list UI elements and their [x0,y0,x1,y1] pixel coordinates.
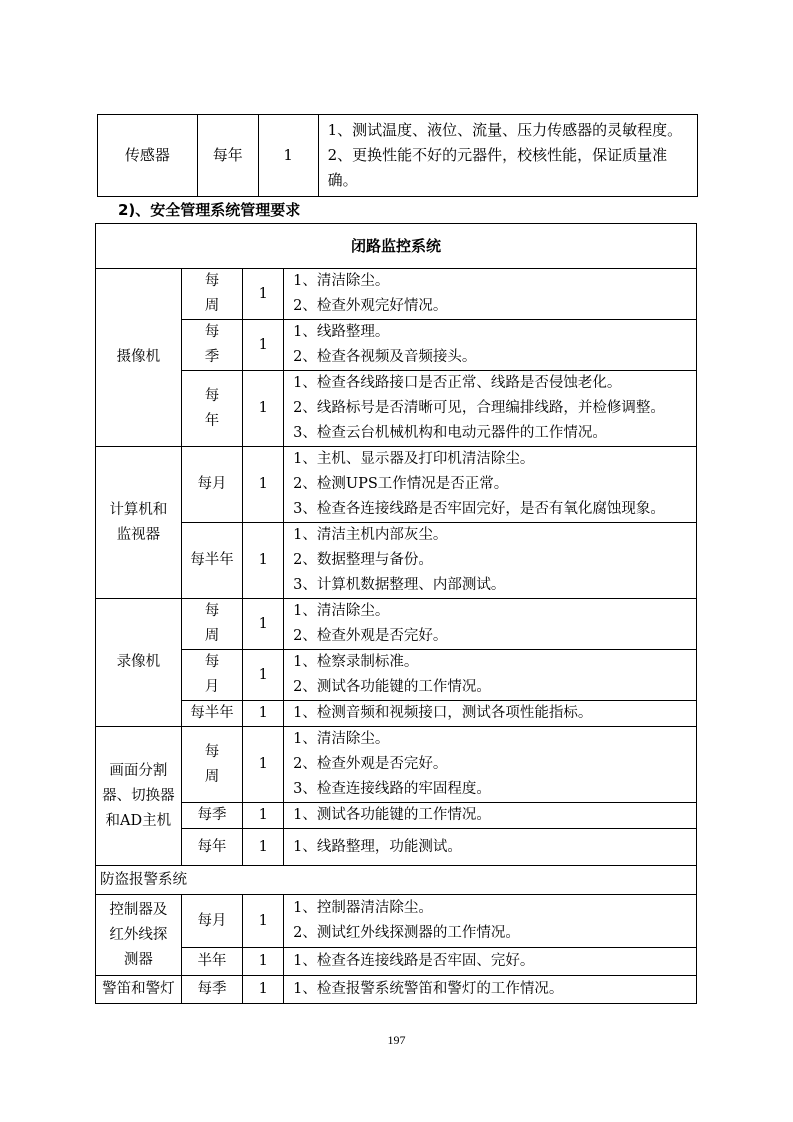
item-line: 控制器及 [109,901,168,918]
task-line: 2、检查外观是否完好。 [293,628,448,644]
frequency-cell [181,650,243,701]
tasks-cell [284,727,697,803]
task-line: 1、线路整理。 [293,324,390,340]
task-line: 3、检查连接线路的牢固程度。 [293,781,491,797]
tasks-cell [284,599,697,650]
tasks-cell [284,976,697,1004]
item-cell [96,727,182,866]
quantity-cell: 1 [243,320,284,371]
tasks-cell [284,829,697,866]
tasks-cell [284,269,697,320]
frequency-cell [181,269,243,320]
task-line: 2、线路标号是否清晰可见，合理编排线路，并检修调整。 [293,400,665,416]
frequency-cell [181,599,243,650]
frequency-char: 年 [204,412,220,429]
frequency-cell: 半年 [181,948,243,976]
table-row [96,701,697,727]
frequency-cell: 每月 [181,895,243,948]
task-line: 1、检察录制标准。 [293,654,419,670]
item-line: 测器 [123,951,153,968]
section-label: 防盗报警系统 [96,866,697,895]
frequency-char: 每 [204,603,220,619]
quantity-cell: 1 [243,599,284,650]
table-row [96,650,697,701]
table-row [96,895,697,948]
task-line: 1、清洁除尘。 [293,603,390,619]
table-row [96,599,697,650]
tasks-cell [284,523,697,599]
task-line: 1、检查各连接线路是否牢固、完好。 [293,953,535,969]
section-row [96,866,697,895]
frequency-cell [181,320,243,371]
task-line: 1、清洁主机内部灰尘。 [293,527,448,543]
frequency-cell: 每年 [197,115,258,197]
frequency-char: 季 [204,349,220,365]
item-cell: 摄像机 [96,269,182,447]
quantity-cell: 1 [243,701,284,727]
quantity-cell: 1 [243,523,284,599]
frequency-cell: 每半年 [181,523,243,599]
frequency-char: 月 [204,679,220,695]
tasks-cell [284,650,697,701]
security-maintenance-table [95,223,697,1004]
task-line: 3、计算机数据整理、内部测试。 [293,577,506,593]
table-row [98,115,698,197]
table-row [96,829,697,866]
tasks-cell [284,371,697,447]
frequency-cell: 每半年 [181,701,243,727]
quantity-cell: 1 [243,650,284,701]
quantity-cell: 1 [258,115,318,197]
task-line: 2、检查各视频及音频接头。 [293,349,477,365]
frequency-cell: 每季 [181,803,243,829]
item-cell [96,895,182,976]
task-line: 1、检测音频和视频接口，测试各项性能指标。 [293,705,593,721]
tasks-cell [284,895,697,948]
item-line: 和AD主机 [105,812,172,829]
task-line: 1、测试各功能键的工作情况。 [293,807,491,823]
table-row [96,269,697,320]
frequency-cell: 每季 [181,976,243,1004]
task-line: 2、检测UPS工作情况是否正常。 [293,476,509,492]
frequency-char: 每 [204,743,220,760]
quantity-cell: 1 [243,829,284,866]
item-line: 红外线探 [109,926,168,943]
frequency-char: 每 [204,324,220,340]
tasks-cell [284,701,697,727]
frequency-cell: 每月 [181,447,243,523]
task-line: 2、检查外观是否完好。 [293,756,448,772]
table-row [96,523,697,599]
frequency-char: 每 [204,387,220,404]
quantity-cell: 1 [243,895,284,948]
task-line: 1、线路整理，功能测试。 [293,838,462,855]
tasks-cell [284,803,697,829]
table-row [96,803,697,829]
task-line: 1、主机、显示器及打印机清洁除尘。 [293,451,535,467]
item-line: 监视器 [116,526,161,543]
table-row [96,976,697,1004]
item-cell: 传感器 [98,115,198,197]
task-line: 1、测试温度、液位、流量、压力传感器的灵敏程度。 [327,121,683,139]
item-cell: 录像机 [96,599,182,727]
section-heading: 2)、安全管理系统管理要求 [118,201,301,219]
quantity-cell: 1 [243,447,284,523]
table-row [96,447,697,523]
tasks-cell [318,115,697,197]
tasks-cell [284,948,697,976]
task-line: 2、更换性能不好的元器件，校核性能，保证质量准确。 [327,146,668,189]
frequency-char: 周 [204,628,220,644]
table-title: 闭路监控系统 [96,224,697,269]
page-number: 197 [387,1033,406,1047]
frequency-cell [181,371,243,447]
quantity-cell: 1 [243,803,284,829]
task-line: 3、检查云台机械机构和电动元器件的工作情况。 [293,425,607,441]
table-row [96,371,697,447]
task-line: 1、清洁除尘。 [293,273,390,289]
item-line: 计算机和 [109,501,168,518]
quantity-cell: 1 [243,269,284,320]
table-row [96,727,697,803]
tasks-cell [284,320,697,371]
task-line: 1、检查报警系统警笛和警灯的工作情况。 [293,981,564,997]
frequency-cell [181,727,243,803]
task-line: 1、清洁除尘。 [293,731,390,747]
quantity-cell: 1 [243,948,284,976]
frequency-char: 周 [204,298,220,314]
task-line: 3、检查各连接线路是否牢固完好，是否有氧化腐蚀现象。 [293,501,665,517]
task-line: 2、检查外观完好情况。 [293,298,448,314]
table-title-row [96,224,697,269]
frequency-char: 每 [204,273,220,289]
item-line: 画面分割 [109,762,168,779]
sensor-maintenance-table [97,114,698,197]
item-cell [96,447,182,599]
quantity-cell: 1 [243,976,284,1004]
table-row [96,320,697,371]
frequency-cell: 每年 [181,829,243,866]
task-line: 1、检查各线路接口是否正常、线路是否侵蚀老化。 [293,375,622,391]
task-line: 2、测试红外线探测器的工作情况。 [293,925,520,941]
task-line: 2、测试各功能键的工作情况。 [293,679,491,695]
table-row [96,948,697,976]
task-line: 1、控制器清洁除尘。 [293,900,433,916]
task-line: 2、数据整理与备份。 [293,552,433,568]
quantity-cell: 1 [243,371,284,447]
tasks-cell [284,447,697,523]
quantity-cell: 1 [243,727,284,803]
item-cell: 警笛和警灯 [96,976,182,1004]
frequency-char: 周 [204,768,220,785]
item-line: 器、切换器 [102,787,175,804]
frequency-char: 每 [204,654,220,670]
